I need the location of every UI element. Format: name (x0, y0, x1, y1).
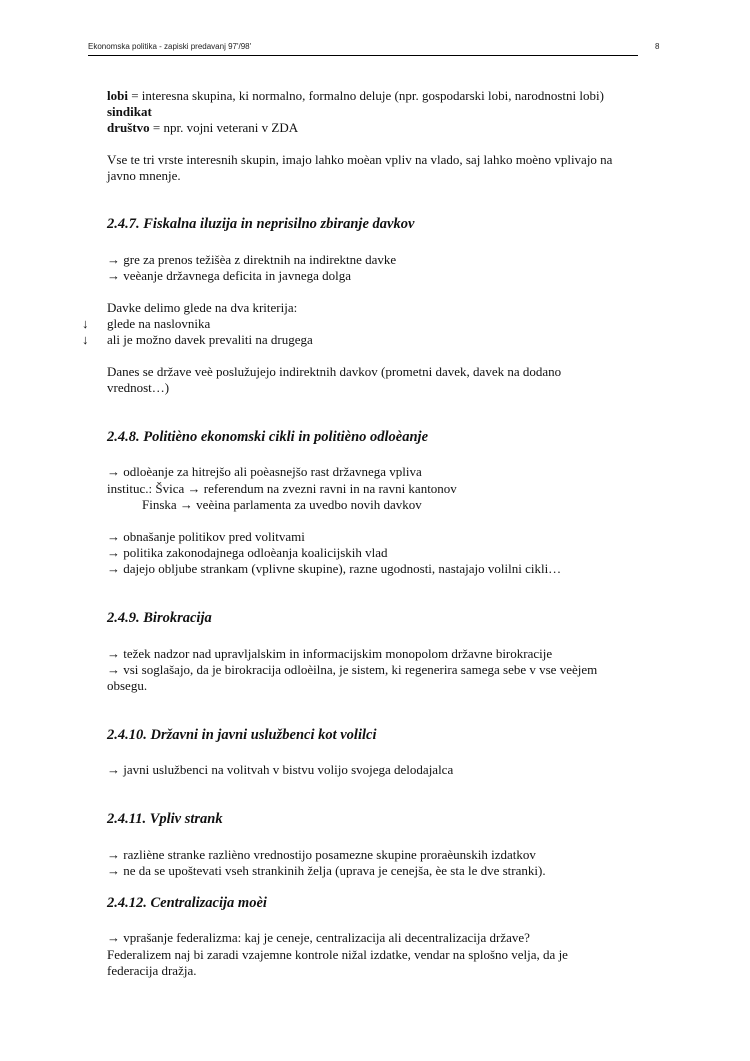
page-number: 8 (655, 42, 660, 51)
section-heading: 2.4.11. Vpliv strank (107, 811, 223, 827)
header-rule (88, 55, 638, 56)
list-item: → težek nadzor nad upravljalskim in informacijskim monopolom državne birokracije (107, 646, 553, 661)
paragraph-line: Federalizem naj bi zaradi vzajemne kontrole nižal izdatke, vendar na splošno velja, da je (107, 947, 568, 962)
list-item: → veèanje državnega deficita in javnega dolga (107, 268, 351, 283)
term: društvo (107, 120, 150, 135)
list-item: glede na naslovnika (107, 316, 211, 331)
list-item: ali je možno davek prevaliti na drugega (107, 332, 313, 347)
paragraph-line: vrednost…) (107, 380, 170, 395)
down-arrow-icon: ↓ (82, 316, 89, 331)
section-heading: 2.4.8. Politièno ekonomski cikli in politièno odloèanje (107, 429, 429, 445)
list-item: → obnašanje politikov pred volitvami (107, 529, 305, 544)
section-heading: 2.4.10. Državni in javni uslužbenci kot volilci (107, 727, 377, 743)
definition-lobi (107, 88, 604, 104)
list-item: → politika zakonodajnega odloèanja koalicijskih vlad (107, 545, 388, 560)
list-item: → ne da se upoštevati vseh strankinih želja (uprava je cenejša, èe sta le dve stranki). (107, 863, 546, 878)
term: sindikat (107, 104, 152, 119)
list-item: Finska → veèina parlamenta za uvedbo novih davkov (142, 497, 422, 512)
section-heading: 2.4.7. Fiskalna iluzija in neprisilno zbiranje davkov (107, 216, 415, 232)
definition-drustvo (107, 120, 298, 136)
list-item: → vsi soglašajo, da je birokracija odloèilna, je sistem, ki regenerira samega sebe v vse veèjem (107, 662, 598, 677)
definition: = interesna skupina, ki normalno, formalno deluje (npr. gospodarski lobi, narodnostni lobi) (127, 88, 604, 103)
paragraph-line: Vse te tri vrste interesnih skupin, imajo lahko moèan vpliv na vlado, saj lahko moèno vplivajo na (107, 152, 613, 167)
definition-sindikat (107, 104, 152, 120)
list-item: → dajejo obljube strankam (vplivne skupine), razne ugodnosti, nastajajo volilni cikli… (107, 561, 562, 576)
list-item: instituc.: Švica → referendum na zvezni ravni in na ravni kantonov (107, 481, 457, 496)
list-item: → gre za prenos težišèa z direktnih na indirektne davke (107, 252, 397, 267)
term: lobi (107, 88, 128, 103)
down-arrow-icon: ↓ (82, 332, 89, 347)
list-item: obsegu. (107, 678, 148, 693)
paragraph-line: Davke delimo glede na dva kriterija: (107, 300, 298, 315)
section-heading: 2.4.9. Birokracija (107, 610, 212, 626)
section-heading: 2.4.12. Centralizacija moèi (107, 895, 267, 911)
running-header: Ekonomska politika - zapiski predavanj 97'/98' (88, 42, 252, 51)
list-item: → javni uslužbenci na volitvah v bistvu volijo svojega delodajalca (107, 762, 454, 777)
list-item: → odloèanje za hitrejšo ali poèasnejšo rast državnega vpliva (107, 464, 422, 479)
paragraph-line: Danes se države veè poslužujejo indirektnih davkov (prometni davek, davek na dodano (107, 364, 562, 379)
paragraph-line: javno mnenje. (107, 168, 181, 183)
paragraph-line: federacija dražja. (107, 963, 197, 978)
definition: = npr. vojni veterani v ZDA (149, 120, 299, 135)
list-item: → vprašanje federalizma: kaj je ceneje, centralizacija ali decentralizacija države? (107, 930, 530, 945)
list-item: → razliène stranke razlièno vrednostijo posamezne skupine proraèunskih izdatkov (107, 847, 536, 862)
